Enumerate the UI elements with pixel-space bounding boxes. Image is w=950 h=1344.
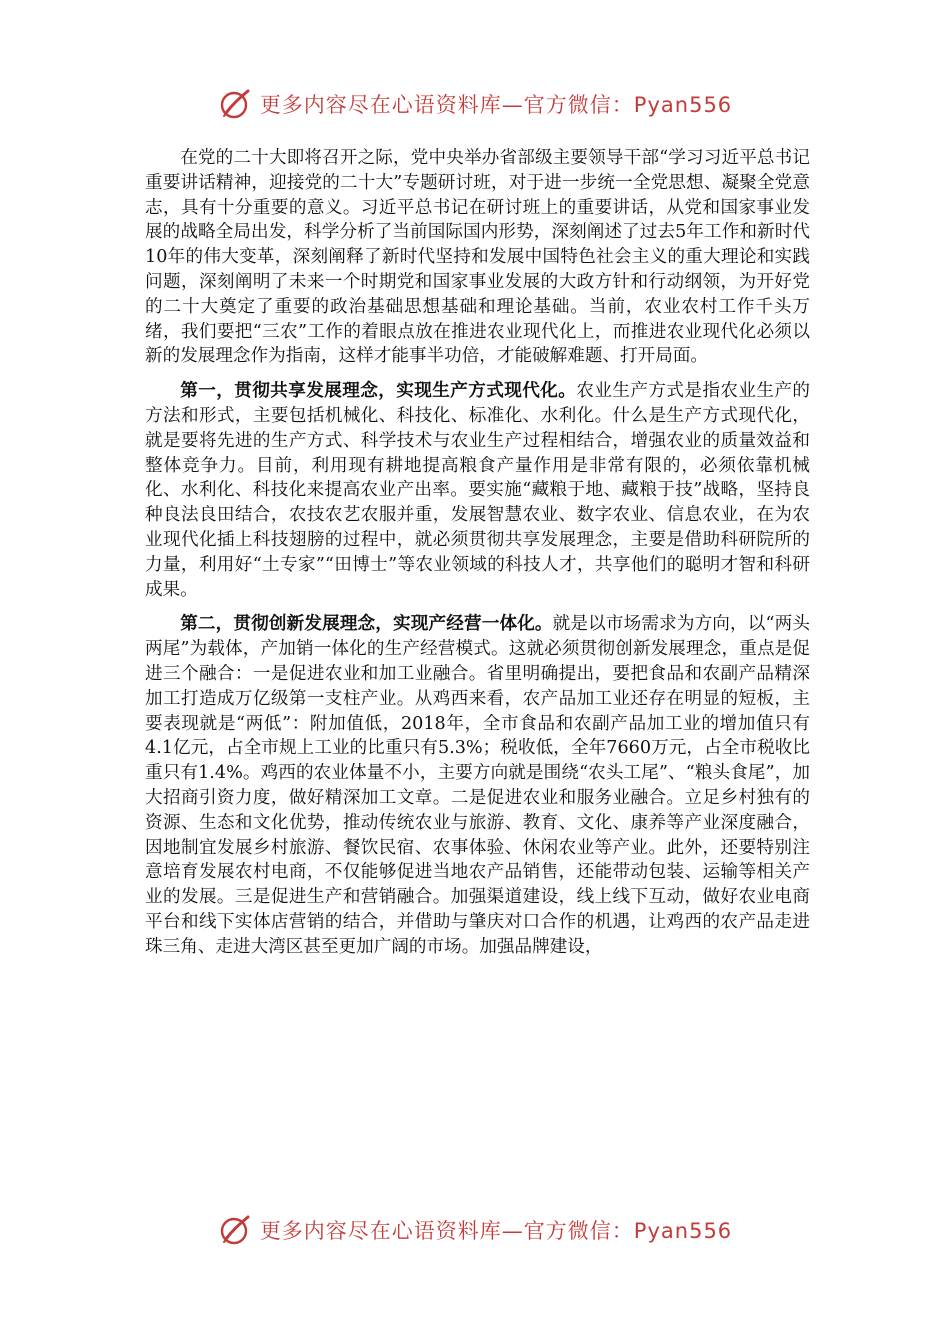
paragraph-text: 农业生产方式是指农业生产的方法和形式，主要包括机械化、科技化、标准化、水利化。什么是生产方式现代化，就是要将先进的生产方式、科学技术与农业生产过程相结合，增强农业的质量效益和整体竞争力。目前，利用现有耕地提高粮食产量作用是非常有限的，必须依靠机械化、水利化、科技化来提高农业产出率。要实施“藏粮于地、藏粮于技”战略，坚持良种良法良田结合，农技农艺农服并重，发展智慧农业、数字农业、信息农业，在为农业现代化插上科技翅膀的过程中，就必须贯彻共享发展理念，主要是借助科研院所的力量，利用好“土专家”“田博士”等农业领域的科技人才，共享他们的聪明才智和科研成果。 xyxy=(145,381,810,600)
paragraph-lead: 第一，贯彻共享发展理念，实现生产方式现代化。 xyxy=(180,380,577,402)
paragraph-lead: 第二，贯彻创新发展理念，实现产经营一体化。 xyxy=(180,613,553,635)
brush-logo-icon xyxy=(218,87,252,121)
paragraph-text: 就是以市场需求为方向，以“两头两尾”为载体，产加销一体化的生产经营模式。这就必须贯彻创新发展理念，重点是促进三个融合：一是促进农业和加工业融合。省里明确提出，要把食品和农副产品精深加工打造成万亿级第一支柱产业。从鸡西来看，农产品加工业还存在明显的短板，主要表现就是“两低”：附加值低，2018年，全市食品和农副产品加工业的增加值只有4.1亿元，占全市规上工业的比重只有5.3%；税收低，全年7660万元，占全市税收比重只有1.4%。鸡西的农业体量不小，主要方向就是围绕“农头工尾”、“粮头食尾”，加大招商引资力度，做好精深加工文章。二是促进农业和服务业融合。立足乡村独有的资源、生态和文化优势，推动传统农业与旅游、教育、文化、康养等产业深度融合，因地制宜发展乡村旅游、餐饮民宿、农事体验、休闲农业等产业。此外，还要特别注意培育发展农村电商，不仅能够促进当地农产品销售，还能带动包装、运输等相关产业的发展。三是促进生产和营销融合。加强渠道建设，线上线下互动，做好农业电商平台和线下实体店营销的结合，并借助与肇庆对口合作的机遇，让鸡西的农产品走进珠三角、走进大湾区甚至更加广阔的市场。加强品牌建设， xyxy=(145,614,810,957)
article-body xyxy=(145,146,810,970)
brush-logo-icon xyxy=(218,1213,252,1247)
footer-banner xyxy=(0,1210,950,1250)
banner-text: 更多内容尽在心语资料库—官方微信：Pyan556 xyxy=(259,93,733,117)
paragraph xyxy=(145,146,810,369)
header-banner xyxy=(0,84,950,124)
paragraph-text: 在党的二十大即将召开之际，党中央举办省部级主要领导干部“学习习近平总书记重要讲话精神，迎接党的二十大”专题研讨班，对于进一步统一全党思想、凝聚全党意志，具有十分重要的意义。习近平总书记在研讨班上的重要讲话，从党和国家事业发展的战略全局出发，科学分析了当前国际国内形势，深刻阐述了过去5年工作和新时代10年的伟大变革，深刻阐释了新时代坚持和发展中国特色社会主义的重大理论和实践问题，深刻阐明了未来一个时期党和国家事业发展的大政方针和行动纲领，为开好党的二十大奠定了重要的政治基础思想基础和理论基础。当前，农业农村工作千头万绪，我们要把“三农”工作的着眼点放在推进农业现代化上，而推进农业现代化必须以新的发展理念作为指南，这样才能事半功倍，才能破解难题、打开局面。 xyxy=(145,148,810,367)
paragraph xyxy=(145,379,810,602)
paragraph xyxy=(145,612,810,959)
banner-text: 更多内容尽在心语资料库—官方微信：Pyan556 xyxy=(259,1219,733,1243)
